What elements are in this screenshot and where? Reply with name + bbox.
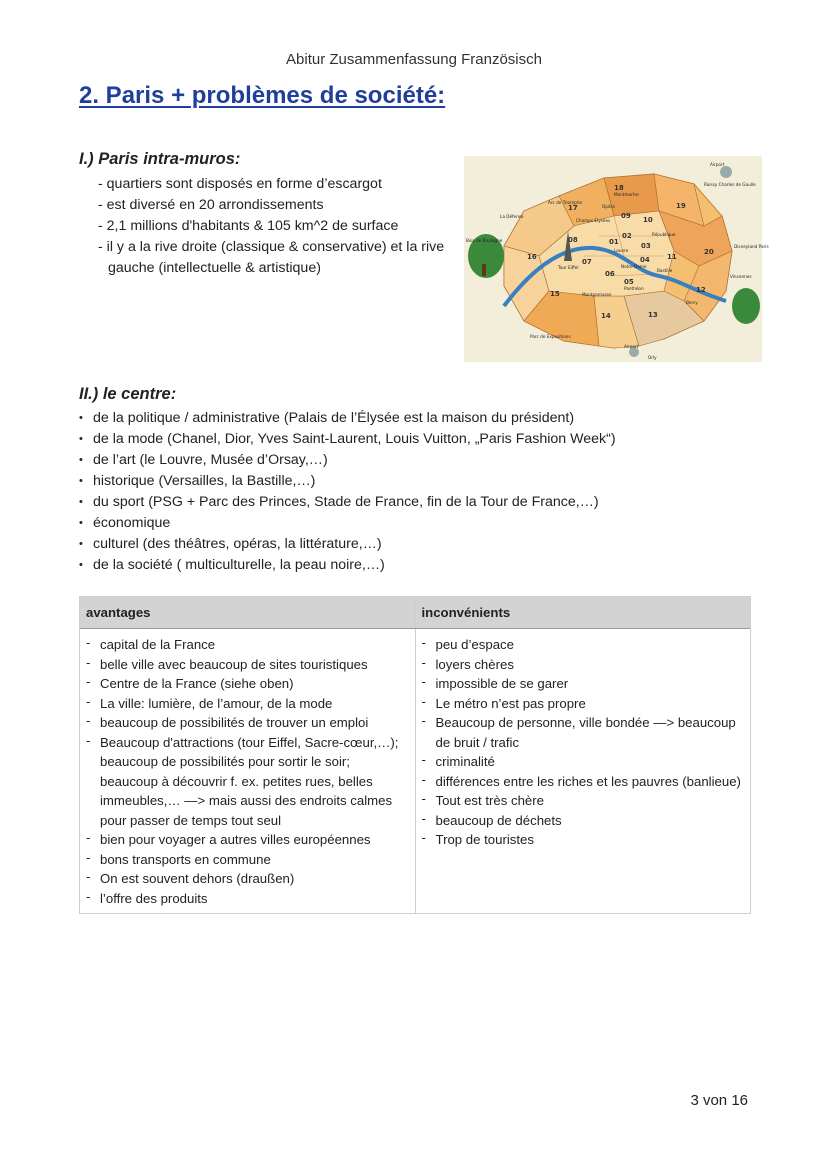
arr-label: 15 (550, 290, 560, 298)
list-item: • du sport (PSG + Parc des Princes, Stade de France, fin de la Tour de France,…) (79, 492, 759, 513)
table-row: - On est souvent dehors (draußen) (86, 869, 409, 889)
table-row: - bien pour voyager a autres villes européennes (86, 830, 409, 850)
map-label: Bercy (686, 300, 698, 305)
table-header-row (80, 597, 750, 629)
arr-label: 13 (648, 311, 658, 319)
map-label: Bois de Boulogne (466, 238, 503, 243)
map-label: République (652, 232, 676, 237)
list-item: - quartiers sont disposés en forme d’escargot (98, 176, 382, 192)
map-label: Tour Eiffel (558, 265, 579, 270)
arr-label: 07 (582, 258, 592, 266)
arr-label: 03 (641, 242, 651, 250)
table-row: - Tout est très chère (422, 791, 745, 811)
map-label: Champs Elysées (576, 218, 611, 223)
table-row: - criminalité (422, 752, 745, 772)
table-row: - loyers chères (422, 655, 745, 675)
inconvenients-column (415, 629, 751, 913)
map-label: Orly (648, 355, 657, 360)
table-row: - La ville: lumière, de l’amour, de la mode (86, 694, 409, 714)
arr-label: 02 (622, 232, 632, 240)
map-label: Panthéon (624, 286, 644, 291)
arr-label: 06 (605, 270, 615, 278)
map-label: Arc de Triomphe (548, 200, 583, 205)
arr-label: 14 (601, 312, 611, 320)
page-title: 2. Paris + problèmes de société: (79, 82, 446, 109)
table-row: - Trop de touristes (422, 830, 745, 850)
map-label: La Défense (500, 214, 524, 219)
table-row: - impossible de se garer (422, 674, 745, 694)
arr-label: 11 (667, 253, 677, 261)
arr-label: 17 (568, 204, 578, 212)
table-row: - Centre de la France (siehe oben) (86, 674, 409, 694)
list-item: • de la mode (Chanel, Dior, Yves Saint-Laurent, Louis Vuitton, „Paris Fashion Week“) (79, 429, 759, 450)
paris-map (464, 156, 769, 362)
list-item: - il y a la rive droite (classique & conservative) et la rive gauche (intellectuelle & artistique) (98, 239, 445, 276)
map-label: Roissy Charles de Gaulle (704, 182, 756, 187)
page-number: 3 von 16 (690, 1092, 748, 1109)
table-row: - différences entre les riches et les pauvres (banlieue) (422, 772, 745, 792)
arr-label: 18 (614, 184, 624, 192)
map-label: Airport (624, 344, 639, 349)
list-item: - est diversé en 20 arrondissements (98, 197, 324, 213)
table-row: - capital de la France (86, 635, 409, 655)
table-row: - beaucoup de possibilités de trouver un emploi (86, 713, 409, 733)
section1-heading: I.) Paris intra-muros: (79, 150, 241, 168)
map-label: Louvre (614, 248, 629, 253)
map-label: Vincennes (730, 274, 752, 279)
pros-cons-table (79, 596, 751, 914)
list-item: • de l’art (le Louvre, Musée d’Orsay,…) (79, 450, 759, 471)
section1-list (98, 174, 458, 279)
arr-label: 20 (704, 248, 714, 256)
table-row: - l’offre des produits (86, 889, 409, 909)
avantages-column (80, 629, 415, 913)
arr-label: 04 (640, 256, 650, 264)
list-item: • de la société ( multiculturelle, la peau noire,…) (79, 555, 759, 576)
map-label: Disneyland Paris (734, 244, 769, 249)
map-label: Parc de Expositions (530, 334, 571, 339)
table-row: - beaucoup de déchets (422, 811, 745, 831)
list-item: • de la politique / administrative (Palais de l’Élysée est la maison du président) (79, 408, 759, 429)
table-row: - bons transports en commune (86, 850, 409, 870)
section2-heading: II.) le centre: (79, 385, 177, 403)
list-item: • historique (Versailles, la Bastille,…) (79, 471, 759, 492)
list-item: - 2,1 millions d'habitants & 105 km^2 de surface (98, 218, 399, 234)
map-label: Montmartre (614, 192, 639, 197)
table-header-inconvenients: inconvénients (415, 597, 751, 628)
arr-label: 01 (609, 238, 619, 246)
arr-label: 12 (696, 286, 706, 294)
arr-label: 19 (676, 202, 686, 210)
section2-list (79, 408, 759, 576)
arr-label: 10 (643, 216, 653, 224)
map-label: Bastille (657, 268, 673, 273)
arr-label: 16 (527, 253, 537, 261)
page-header: Abitur Zusammenfassung Französisch (286, 51, 542, 68)
arr-label: 05 (624, 278, 634, 286)
map-label: Airport (710, 162, 725, 167)
map-label: Notre-Dame (621, 264, 647, 269)
arr-label: 08 (568, 236, 578, 244)
table-row: - Le métro n’est pas propre (422, 694, 745, 714)
list-item: • culturel (des théâtres, opéras, la littérature,…) (79, 534, 759, 555)
arr-label: 09 (621, 212, 631, 220)
table-header-avantages: avantages (86, 605, 151, 620)
map-label: Montparnasse (582, 292, 612, 297)
table-row: - Beaucoup de personne, ville bondée —> beaucoup de bruit / trafic (422, 713, 745, 752)
table-body (80, 629, 750, 913)
map-label: Opéra (602, 204, 615, 209)
table-row: - peu d’espace (422, 635, 745, 655)
table-row: - belle ville avec beaucoup de sites touristiques (86, 655, 409, 675)
list-item: • économique (79, 513, 759, 534)
table-row: - Beaucoup d'attractions (tour Eiffel, Sacre-cœur,…); beaucoup de possibilités pour sortir le soir; beaucoup à découvrir f. ex. petites rues, belles immeubles,… —> mais aussi des endroits calmes pour passer de temps tout seul (86, 733, 409, 831)
